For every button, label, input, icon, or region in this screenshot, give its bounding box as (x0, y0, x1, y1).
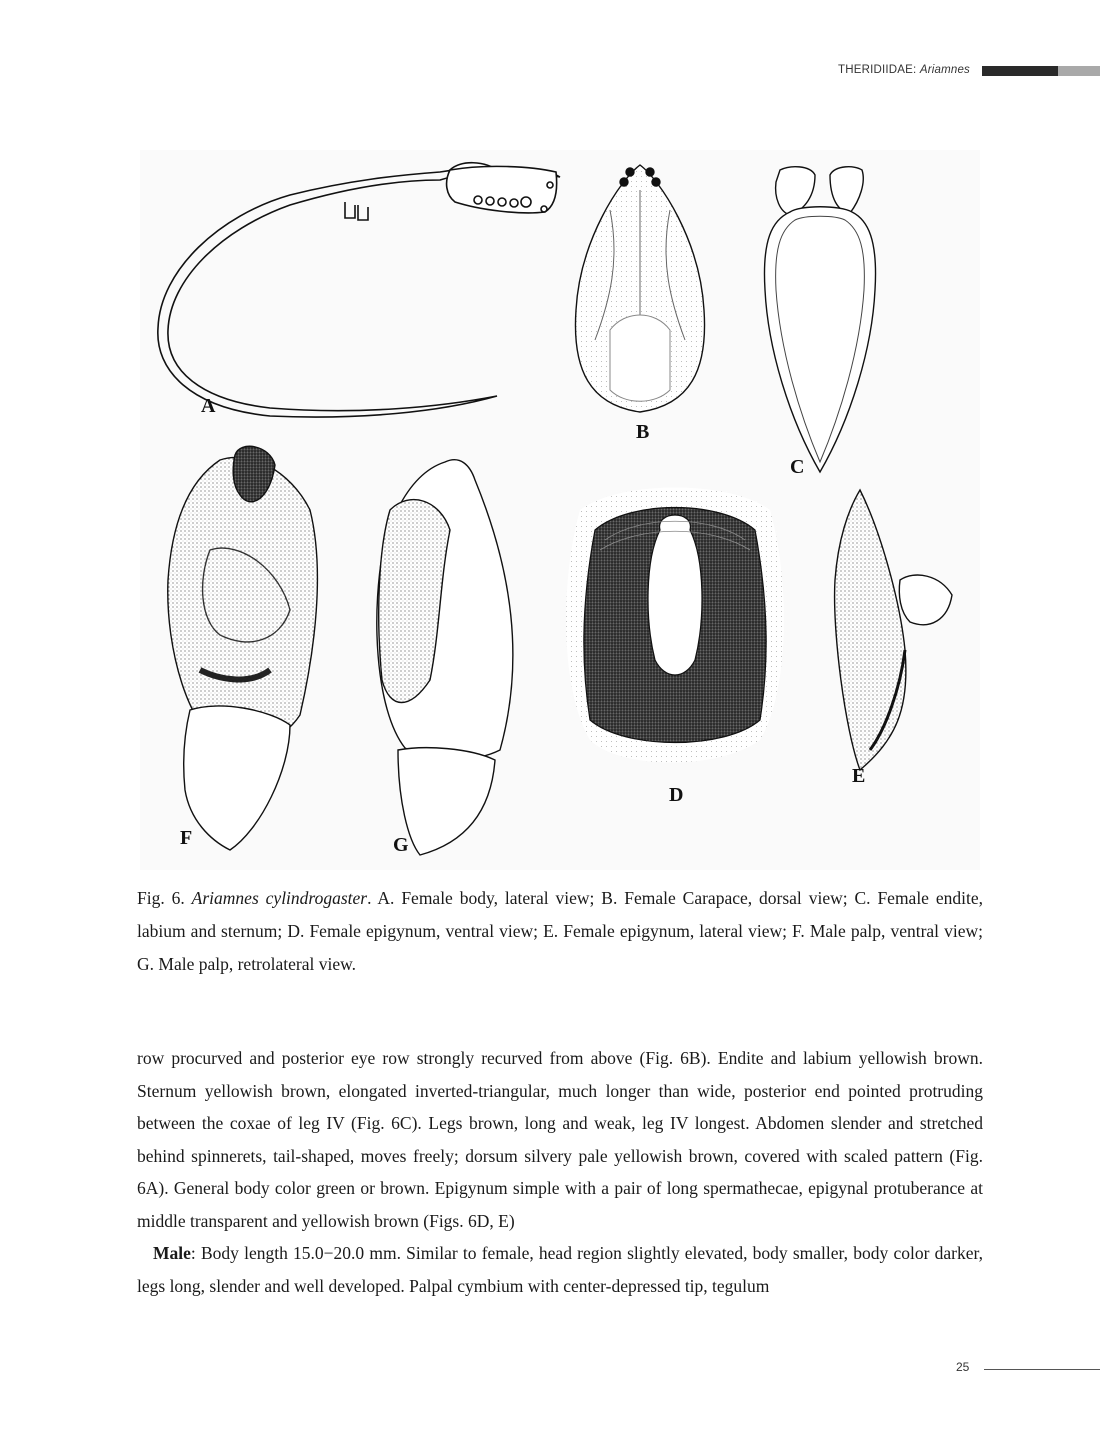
page-number: 25 (956, 1360, 970, 1374)
figure-caption (137, 882, 983, 981)
panel-label-c: C (790, 456, 805, 478)
running-head-bar (982, 66, 1100, 76)
panel-label-d: D (669, 784, 684, 806)
running-head-bar-dark (982, 66, 1058, 76)
running-head-genus: Ariamnes (919, 64, 970, 76)
figure-illustrations (140, 150, 980, 870)
panel-label-a: A (201, 395, 216, 417)
panel-label-e: E (852, 765, 866, 787)
panel-label-b: B (636, 421, 650, 443)
panel-label-f: F (180, 827, 193, 849)
male-description: : Body length 15.0−20.0 mm. Similar to female, head region slightly elevated, body smaller, body color darker, legs long, slender and well developed. Palpal cymbium with center-depressed tip, tegulum (137, 1243, 983, 1296)
caption-prefix: Fig. 6. (137, 888, 192, 908)
running-head (838, 64, 970, 76)
body-paragraph-2 (137, 1237, 983, 1302)
running-head-bar-light (1058, 66, 1100, 76)
male-label: Male (153, 1243, 191, 1263)
body-paragraph-1: row procurved and posterior eye row strongly recurved from above (Fig. 6B). Endite and labium yellowish brown. Sternum yellowish brown, elongated inverted-triangular, much longer than wide, posterior end pointed protruding between the coxae of leg IV (Fig. 6C). Legs brown, long and weak, leg IV longest. Abdomen slender and stretched behind spinnerets, tail-shaped, moves freely; dorsum silvery pale yellowish brown, covered with scaled pattern (Fig. 6A). General body color green or brown. Epigynum simple with a pair of long spermathecae, epigynal protuberance at middle transparent and yellowish brown (Figs. 6D, E) (137, 1048, 983, 1231)
panel-d-drawing (566, 488, 784, 763)
panel-label-g: G (393, 834, 409, 856)
body-text (137, 1042, 983, 1302)
page-number-rule (984, 1369, 1100, 1370)
running-head-family: THERIDIIDAE: (837, 64, 920, 76)
caption-species: Ariamnes cylindrogaster (191, 888, 368, 908)
figure-plate (140, 150, 980, 870)
caption-text: . A. Female body, lateral view; B. Female Carapace, dorsal view; C. Female endite, labium and sternum; D. Female epigynum, ventral view; E. Female epigynum, lateral view; F. Male palp, ventral view; G. Male palp, retrolateral view. (137, 888, 983, 974)
